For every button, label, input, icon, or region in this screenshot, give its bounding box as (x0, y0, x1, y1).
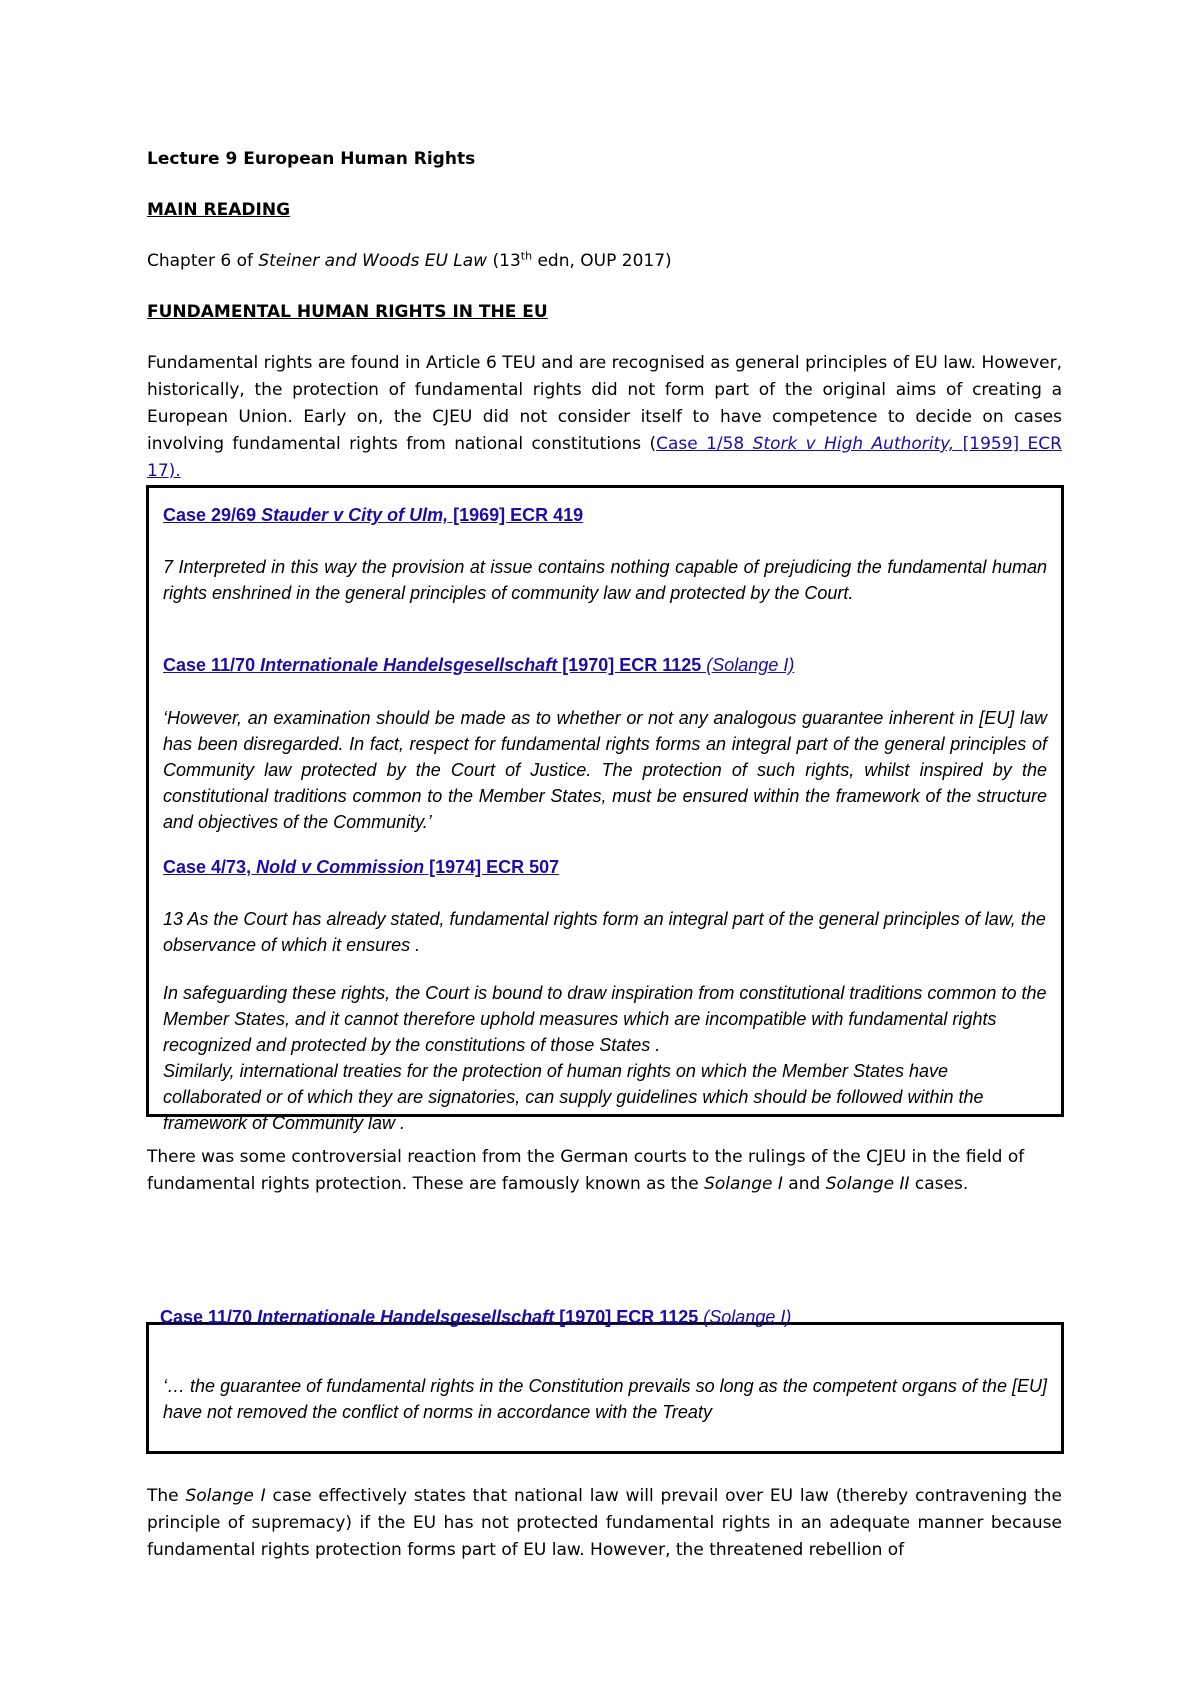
stauder-case-name: Stauder v City of Ulm, (261, 505, 449, 525)
stauder-quote: 7 Interpreted in this way the provision at issue contains nothing capable of prejudicing the fundamental human rights enshrined in the general principles of community law and protected by the Court. (163, 557, 1047, 603)
nold-quote-3: Similarly, international treaties for the protection of human rights on which the Member States have collaborated or of which they are signatories, can supply guidelines which should be followed within the framework of Community law . (163, 1061, 984, 1133)
handelsgesellschaft-quote: ‘However, an examination should be made as to whether or not any analogous guarantee inherent in [EU] law has been disregarded. In fact, respect for fundamental rights forms an integral part of the general principles of Community law protected by the Court of Justice. The protection of such rights, whilst inspired by the constitutional traditions common to the Member States, must be ensured within the framework of the structure and objectives of the Community.’ (163, 708, 1047, 832)
nold-quote-1: 13 As the Court has already stated, fundamental rights form an integral part of the general principles of law, the observance of which it ensures . (163, 909, 1046, 955)
main-reading-heading: MAIN READING (147, 200, 291, 220)
section-heading: FUNDAMENTAL HUMAN RIGHTS IN THE EU (147, 302, 548, 322)
reading-edition-close: edn, OUP 2017) (532, 251, 672, 271)
stork-case-citation: [1959] ECR 17). (147, 434, 1062, 481)
solange-case-name: Internationale Handelsgesellschaft (257, 1307, 555, 1327)
stauder-case-number: Case 29/69 (163, 505, 262, 525)
solange-box-note: (Solange I) (698, 1307, 792, 1327)
intro-paragraph-text: Fundamental rights are found in Article 6 TEU and are recognised as general principles of EU law. However, historically, the protection of fundamental rights did not form part of the original aims of creating a European Union. Early on, the CJEU did not consider itself to have competence to decide on cases involving fundamental rights from national constitutions ( (147, 353, 1062, 454)
supremacy-paragraph (147, 1483, 1062, 1564)
handelsgesellschaft-case-citation: [1970] ECR 1125 (557, 655, 702, 675)
solange-paragraph-text: There was some controversial reaction from the German courts to the rulings of the CJEU in the field of fundamental rights protection. These are famously known as the (147, 1147, 1025, 1194)
nold-quote-2: In safeguarding these rights, the Court is bound to draw inspiration from constitutional traditions common to the Member States, and it cannot therefore uphold measures which are incompatible with fundamental rights recognized and protected by the constitutions of those States . (163, 983, 1047, 1055)
solange-paragraph (147, 1144, 1062, 1198)
solange-case-number: Case 11/70 (160, 1307, 258, 1327)
solange-paragraph-and: and (782, 1174, 826, 1194)
supremacy-paragraph-text: case effectively states that national law will prevail over EU law (thereby contravening the principle of supremacy) if the EU has not protected fundamental rights in an adequate manner because fundamental rights protection forms part of EU law. However, the threatened rebellion of (147, 1486, 1062, 1560)
reading-edition: (13 (487, 251, 521, 271)
reading-book-title: Steiner and Woods EU Law (258, 251, 488, 271)
solange-note: (Solange I) (701, 655, 795, 675)
stork-case-name: Stork v High Authority, (752, 434, 955, 454)
supremacy-paragraph-start: The (147, 1486, 186, 1506)
reading-prefix: Chapter 6 of (147, 251, 259, 271)
solange-ii-mention: Solange II (825, 1174, 910, 1194)
handelsgesellschaft-case-number: Case 11/70 (163, 655, 261, 675)
page-title: Lecture 9 European Human Rights (147, 149, 476, 169)
solange-i-mention: Solange I (704, 1174, 783, 1194)
solange-paragraph-end: cases. (909, 1174, 969, 1194)
stork-case-number: Case 1/58 (656, 434, 753, 454)
nold-case-name: Nold v Commission (256, 857, 425, 877)
reading-reference (147, 248, 1062, 275)
reading-edition-sup: th (520, 249, 533, 263)
supremacy-solange-i: Solange I (185, 1486, 266, 1506)
nold-case-link[interactable] (163, 854, 559, 880)
case-quotes-box (146, 485, 1064, 1133)
nold-case-number: Case 4/73, (163, 857, 257, 877)
stauder-case-link[interactable] (163, 502, 583, 528)
handelsgesellschaft-case-link[interactable] (163, 652, 794, 678)
handelsgesellschaft-case-name: Internationale Handelsgesellschaft (260, 655, 558, 675)
solange-quote-box (146, 1322, 1064, 1454)
nold-case-citation: [1974] ECR 507 (424, 857, 560, 877)
stauder-case-citation: [1969] ECR 419 (448, 505, 584, 525)
intro-paragraph (147, 350, 1062, 485)
solange-case-link[interactable] (160, 1307, 791, 1328)
solange-quote: ‘… the guarantee of fundamental rights in the Constitution prevails so long as the competent organs of the [EU] have not removed the conflict of norms in accordance with the Treaty (163, 1376, 1047, 1422)
solange-case-citation: [1970] ECR 1125 (554, 1307, 699, 1327)
